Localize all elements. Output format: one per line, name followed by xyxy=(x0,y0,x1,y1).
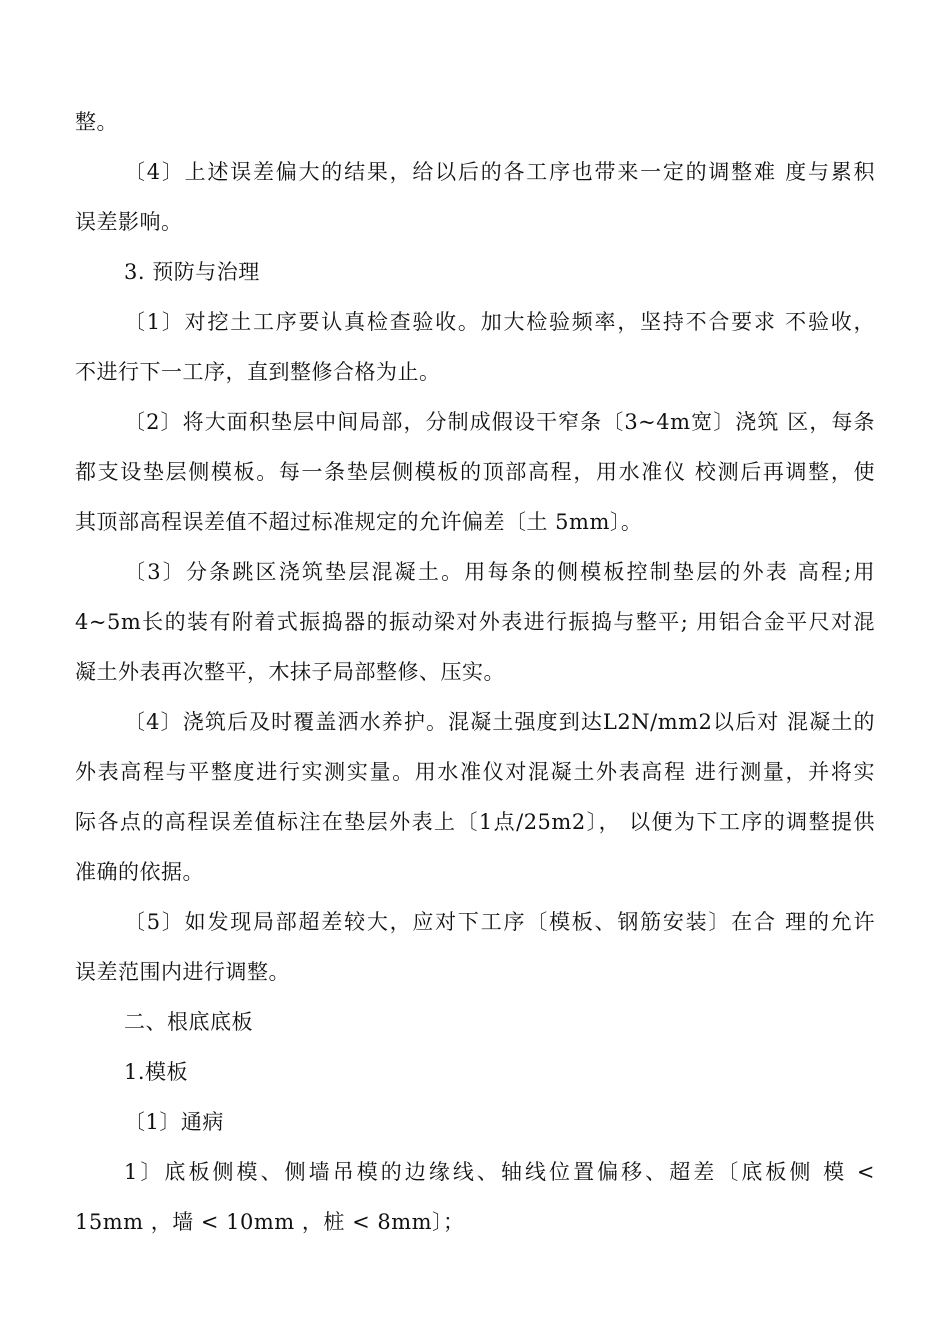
text-line: 〔1〕对挖土工序要认真检查验收。加大检验频率，坚持不合要求 不验收， xyxy=(124,310,875,334)
text-line: 〔3〕分条跳区浇筑垫层混凝土。用每条的侧模板控制垫层的外表 高程;用 xyxy=(124,560,875,584)
text-line: 误差范围内进行调整。 xyxy=(75,960,290,984)
text-line: 准确的依据。 xyxy=(75,860,204,884)
text-line: 整。 xyxy=(75,110,118,134)
text-line: 〔4〕浇筑后及时覆盖洒水养护。混凝土强度到达L2N/mm2以后对 混凝土的 xyxy=(124,710,875,734)
section-heading: 二、根底底板 xyxy=(124,1010,253,1034)
text-line: 外表高程与平整度进行实测实量。用水准仪对混凝土外表高程 进行测量，并将实 xyxy=(75,760,875,784)
text-line: 都支设垫层侧模板。每一条垫层侧模板的顶部高程，用水准仪 校测后再调整，使 xyxy=(75,460,875,484)
text-line: 际各点的高程误差值标注在垫层外表上〔1点/25m2〕， 以便为下工序的调整提供 xyxy=(75,810,875,834)
subsection-heading: 1.模板 xyxy=(124,1060,189,1084)
section-heading: 3. 预防与治理 xyxy=(124,260,260,284)
text-line: 误差影响。 xyxy=(75,210,183,234)
text-line: 1〕底板侧模、侧墙吊模的边缘线、轴线位置偏移、超差〔底板侧 模 < xyxy=(124,1160,875,1184)
text-line: 其顶部高程误差值不超过标准规定的允许偏差〔土 5mm〕。 xyxy=(75,510,643,534)
text-line: 不进行下一工序，直到整修合格为止。 xyxy=(75,360,441,384)
text-line: 4~5m长的装有附着式振捣器的振动梁对外表进行振捣与整平; 用铝合金平尺对混 xyxy=(75,610,875,634)
subsection-heading: 〔1〕通病 xyxy=(124,1110,224,1134)
text-line: 凝土外表再次整平，木抹子局部整修、压实。 xyxy=(75,660,505,684)
text-line: 〔4〕上述误差偏大的结果，给以后的各工序也带来一定的调整难 度与累积 xyxy=(124,160,875,184)
text-line: 〔2〕将大面积垫层中间局部，分制成假设干窄条〔3~4m宽〕浇筑 区，每条 xyxy=(124,410,875,434)
text-line: 15mm ，墙 < 10mm ，桩 < 8mm〕； xyxy=(75,1210,465,1234)
text-line: 〔5〕如发现局部超差较大，应对下工序〔模板、钢筋安装〕在合 理的允许 xyxy=(124,910,875,934)
